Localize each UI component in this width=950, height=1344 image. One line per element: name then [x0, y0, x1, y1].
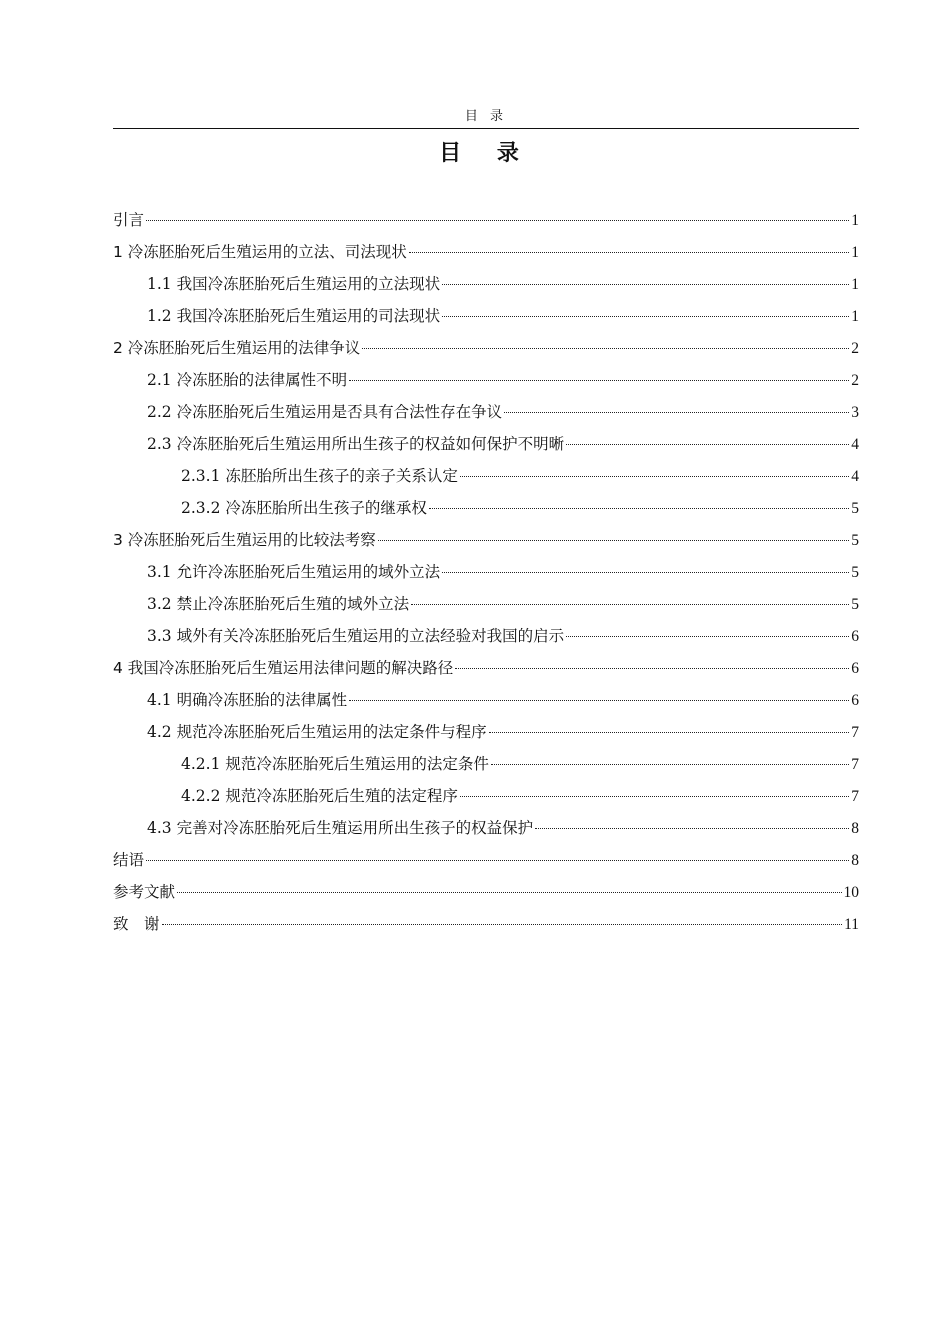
dot-leader [409, 252, 849, 253]
dot-leader [442, 572, 849, 573]
toc-entry[interactable] [113, 844, 859, 876]
dot-leader [146, 860, 849, 861]
toc-entry[interactable] [113, 876, 859, 908]
toc-entry-label: 2.3.2 冷冻胚胎所出生孩子的继承权 [181, 499, 427, 517]
toc-page-number: 2 [851, 340, 859, 357]
header-rule [113, 128, 859, 129]
table-of-contents [113, 204, 859, 940]
toc-page-number: 5 [851, 596, 859, 613]
dot-leader [362, 348, 849, 349]
toc-entry[interactable] [113, 428, 859, 460]
toc-entry-label: 引言 [113, 211, 145, 229]
toc-entry[interactable] [113, 780, 859, 812]
dot-leader [566, 636, 849, 637]
toc-entry-label: 3.2 禁止冷冻胚胎死后生殖的域外立法 [147, 595, 410, 613]
toc-page-number: 7 [851, 756, 859, 773]
toc-page-number: 11 [844, 916, 859, 933]
toc-page-number: 8 [851, 820, 859, 837]
toc-entry[interactable] [113, 460, 859, 492]
toc-entry-label: 3.1 允许冷冻胚胎死后生殖运用的域外立法 [147, 563, 441, 581]
toc-entry-label: 1.2 我国冷冻胚胎死后生殖运用的司法现状 [147, 307, 441, 325]
toc-entry-label: 4.3 完善对冷冻胚胎死后生殖运用所出生孩子的权益保护 [147, 819, 534, 837]
toc-page-number: 7 [851, 788, 859, 805]
toc-entry-label: 4.2.2 规范冷冻胚胎死后生殖的法定程序 [181, 787, 458, 805]
dot-leader [349, 700, 849, 701]
toc-entry-label: 参考文献 [113, 883, 176, 901]
toc-entry[interactable] [113, 652, 859, 684]
dot-leader [429, 508, 849, 509]
toc-entry-label: 2.3 冷冻胚胎死后生殖运用所出生孩子的权益如何保护不明晰 [147, 435, 565, 453]
toc-page-number: 6 [851, 692, 859, 709]
toc-entry[interactable] [113, 300, 859, 332]
page-title: 目 录 [439, 141, 533, 166]
running-header: 目 录 [464, 109, 508, 124]
dot-leader [535, 828, 849, 829]
toc-page-number: 3 [851, 404, 859, 421]
toc-entry-label: 2.2 冷冻胚胎死后生殖运用是否具有合法性存在争议 [147, 403, 503, 421]
toc-entry[interactable] [113, 908, 859, 940]
dot-leader [489, 732, 850, 733]
toc-entry[interactable] [113, 684, 859, 716]
toc-entry[interactable] [113, 524, 859, 556]
dot-leader [411, 604, 849, 605]
toc-entry[interactable] [113, 364, 859, 396]
toc-entry-label: 致 谢 [113, 915, 160, 933]
toc-page-number: 1 [851, 244, 859, 261]
toc-page-number: 8 [851, 852, 859, 869]
toc-page-number: 10 [843, 884, 859, 901]
toc-entry-label: 2.1 冷冻胚胎的法律属性不明 [147, 371, 348, 389]
dot-leader [442, 284, 849, 285]
toc-entry-label: 1.1 我国冷冻胚胎死后生殖运用的立法现状 [147, 275, 441, 293]
toc-page-number: 6 [851, 628, 859, 645]
dot-leader [349, 380, 849, 381]
toc-entry-label: 3.3 域外有关冷冻胚胎死后生殖运用的立法经验对我国的启示 [147, 627, 565, 645]
toc-entry-label: 1 冷冻胚胎死后生殖运用的立法、司法现状 [113, 243, 407, 261]
toc-entry[interactable] [113, 492, 859, 524]
toc-page-number: 7 [851, 724, 859, 741]
toc-entry[interactable] [113, 748, 859, 780]
toc-entry-label: 4 我国冷冻胚胎死后生殖运用法律问题的解决路径 [113, 659, 454, 677]
toc-entry[interactable] [113, 588, 859, 620]
toc-entry[interactable] [113, 620, 859, 652]
toc-page-number: 5 [851, 532, 859, 549]
dot-leader [162, 924, 843, 925]
dot-leader [460, 476, 849, 477]
toc-entry[interactable] [113, 268, 859, 300]
toc-page-number: 6 [851, 660, 859, 677]
toc-entry[interactable] [113, 716, 859, 748]
toc-page-number: 1 [851, 276, 859, 293]
dot-leader [504, 412, 849, 413]
toc-entry-label: 4.1 明确冷冻胚胎的法律属性 [147, 691, 348, 709]
toc-entry[interactable] [113, 556, 859, 588]
dot-leader [146, 220, 849, 221]
toc-entry[interactable] [113, 332, 859, 364]
dot-leader [566, 444, 849, 445]
toc-entry-label: 2.3.1 冻胚胎所出生孩子的亲子关系认定 [181, 467, 458, 485]
dot-leader [460, 796, 849, 797]
toc-page-number: 5 [851, 564, 859, 581]
toc-entry-label: 4.2.1 规范冷冻胚胎死后生殖运用的法定条件 [181, 755, 489, 773]
toc-entry[interactable] [113, 396, 859, 428]
toc-entry-label: 3 冷冻胚胎死后生殖运用的比较法考察 [113, 531, 376, 549]
dot-leader [378, 540, 849, 541]
toc-entry[interactable] [113, 812, 859, 844]
dot-leader [455, 668, 849, 669]
toc-entry-label: 结语 [113, 851, 145, 869]
toc-entry[interactable] [113, 204, 859, 236]
toc-entry-label: 2 冷冻胚胎死后生殖运用的法律争议 [113, 339, 361, 357]
toc-page-number: 2 [851, 372, 859, 389]
dot-leader [177, 892, 841, 893]
dot-leader [491, 764, 849, 765]
toc-page-number: 1 [851, 308, 859, 325]
toc-entry-label: 4.2 规范冷冻胚胎死后生殖运用的法定条件与程序 [147, 723, 487, 741]
toc-entry[interactable] [113, 236, 859, 268]
toc-page-number: 5 [851, 500, 859, 517]
toc-page-number: 1 [851, 212, 859, 229]
toc-page-number: 4 [851, 468, 859, 485]
toc-page-number: 4 [851, 436, 859, 453]
dot-leader [442, 316, 849, 317]
